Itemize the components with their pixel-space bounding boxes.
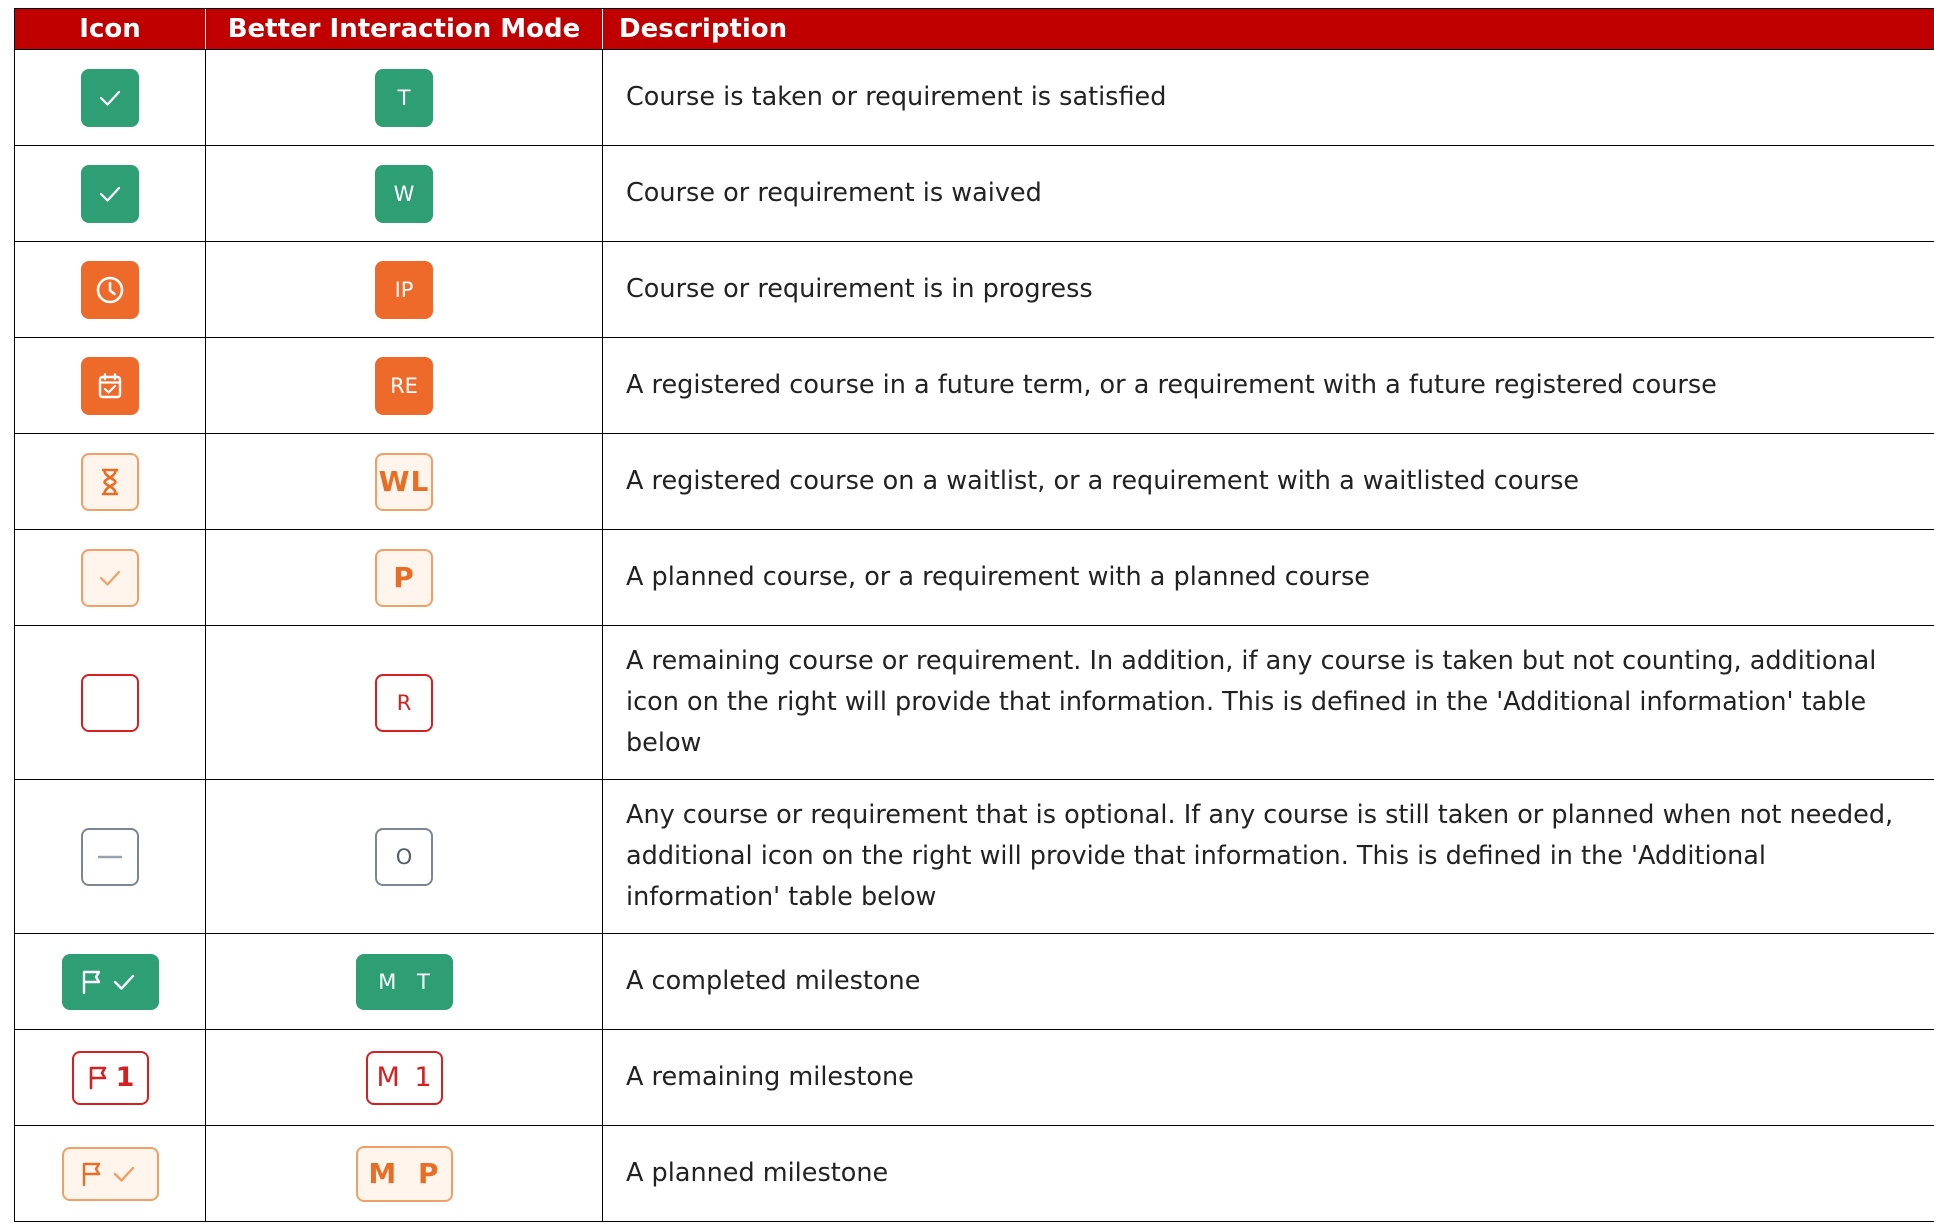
hourglass-icon: [81, 453, 139, 511]
badge-label: P: [393, 561, 415, 594]
badge-label: R: [396, 690, 412, 715]
badge-label: WL: [378, 465, 430, 498]
table-row: [15, 242, 1934, 338]
table-row: [15, 780, 1934, 934]
description-text: Course is taken or requirement is satisfied: [603, 50, 1934, 146]
milestone-number: 1: [115, 1062, 135, 1093]
registered-badge: [375, 357, 433, 415]
badge-label: M P: [368, 1157, 440, 1190]
badge-label: RE: [390, 373, 418, 398]
clock-icon: [81, 261, 139, 319]
table-row: [15, 626, 1934, 780]
badge-label: O: [395, 844, 413, 869]
table-row: [15, 50, 1934, 146]
description-text: A registered course in a future term, or a requirement with a future registered course: [603, 338, 1934, 434]
table-row: [15, 1126, 1934, 1222]
description-text: Course or requirement is waived: [603, 146, 1934, 242]
flag-number-icon: [72, 1051, 149, 1105]
minus-icon: [81, 828, 139, 886]
badge-label: IP: [394, 277, 414, 302]
status-icon-legend-table: [14, 8, 1934, 1222]
badge-label: M T: [378, 969, 430, 994]
check-icon: [81, 69, 139, 127]
check-icon: [81, 165, 139, 223]
taken-badge: [375, 69, 433, 127]
table-row: [15, 934, 1934, 1030]
milestone-taken-badge: [356, 954, 453, 1010]
flag-check-icon: [62, 954, 159, 1010]
flag-check-icon: [62, 1147, 159, 1201]
table-row: [15, 146, 1934, 242]
header-description: Description: [603, 9, 1934, 50]
header-better-interaction-mode: Better Interaction Mode: [206, 9, 603, 50]
table-row: [15, 1030, 1934, 1126]
description-text: Any course or requirement that is optional. If any course is still taken or planned when not needed, additional icon on the right will provide that information. This is defined in the 'Additional information' table below: [603, 780, 1934, 934]
header-row: [15, 9, 1934, 50]
description-text: A registered course on a waitlist, or a requirement with a waitlisted course: [603, 434, 1934, 530]
planned-badge: [375, 549, 433, 607]
table-row: [15, 338, 1934, 434]
badge-label: M 1: [376, 1062, 432, 1093]
header-icon: Icon: [15, 9, 206, 50]
milestone-remaining-badge: [366, 1051, 443, 1105]
description-text: A completed milestone: [603, 934, 1934, 1030]
check-icon: [81, 549, 139, 607]
table-row: [15, 434, 1934, 530]
optional-badge: [375, 828, 433, 886]
description-text: A planned course, or a requirement with a planned course: [603, 530, 1934, 626]
waived-badge: [375, 165, 433, 223]
badge-label: T: [397, 85, 411, 110]
description-text: Course or requirement is in progress: [603, 242, 1934, 338]
waitlist-badge: [375, 453, 433, 511]
description-text: A planned milestone: [603, 1126, 1934, 1222]
description-text: A remaining milestone: [603, 1030, 1934, 1126]
description-text: A remaining course or requirement. In addition, if any course is taken but not counting, additional icon on the right will provide that information. This is defined in the 'Additional information' table below: [603, 626, 1934, 780]
table-row: [15, 530, 1934, 626]
milestone-planned-badge: [356, 1146, 453, 1202]
empty-box-icon: [81, 674, 139, 732]
remaining-badge: [375, 674, 433, 732]
in-progress-badge: [375, 261, 433, 319]
calendar-check-icon: [81, 357, 139, 415]
badge-label: W: [393, 181, 415, 206]
